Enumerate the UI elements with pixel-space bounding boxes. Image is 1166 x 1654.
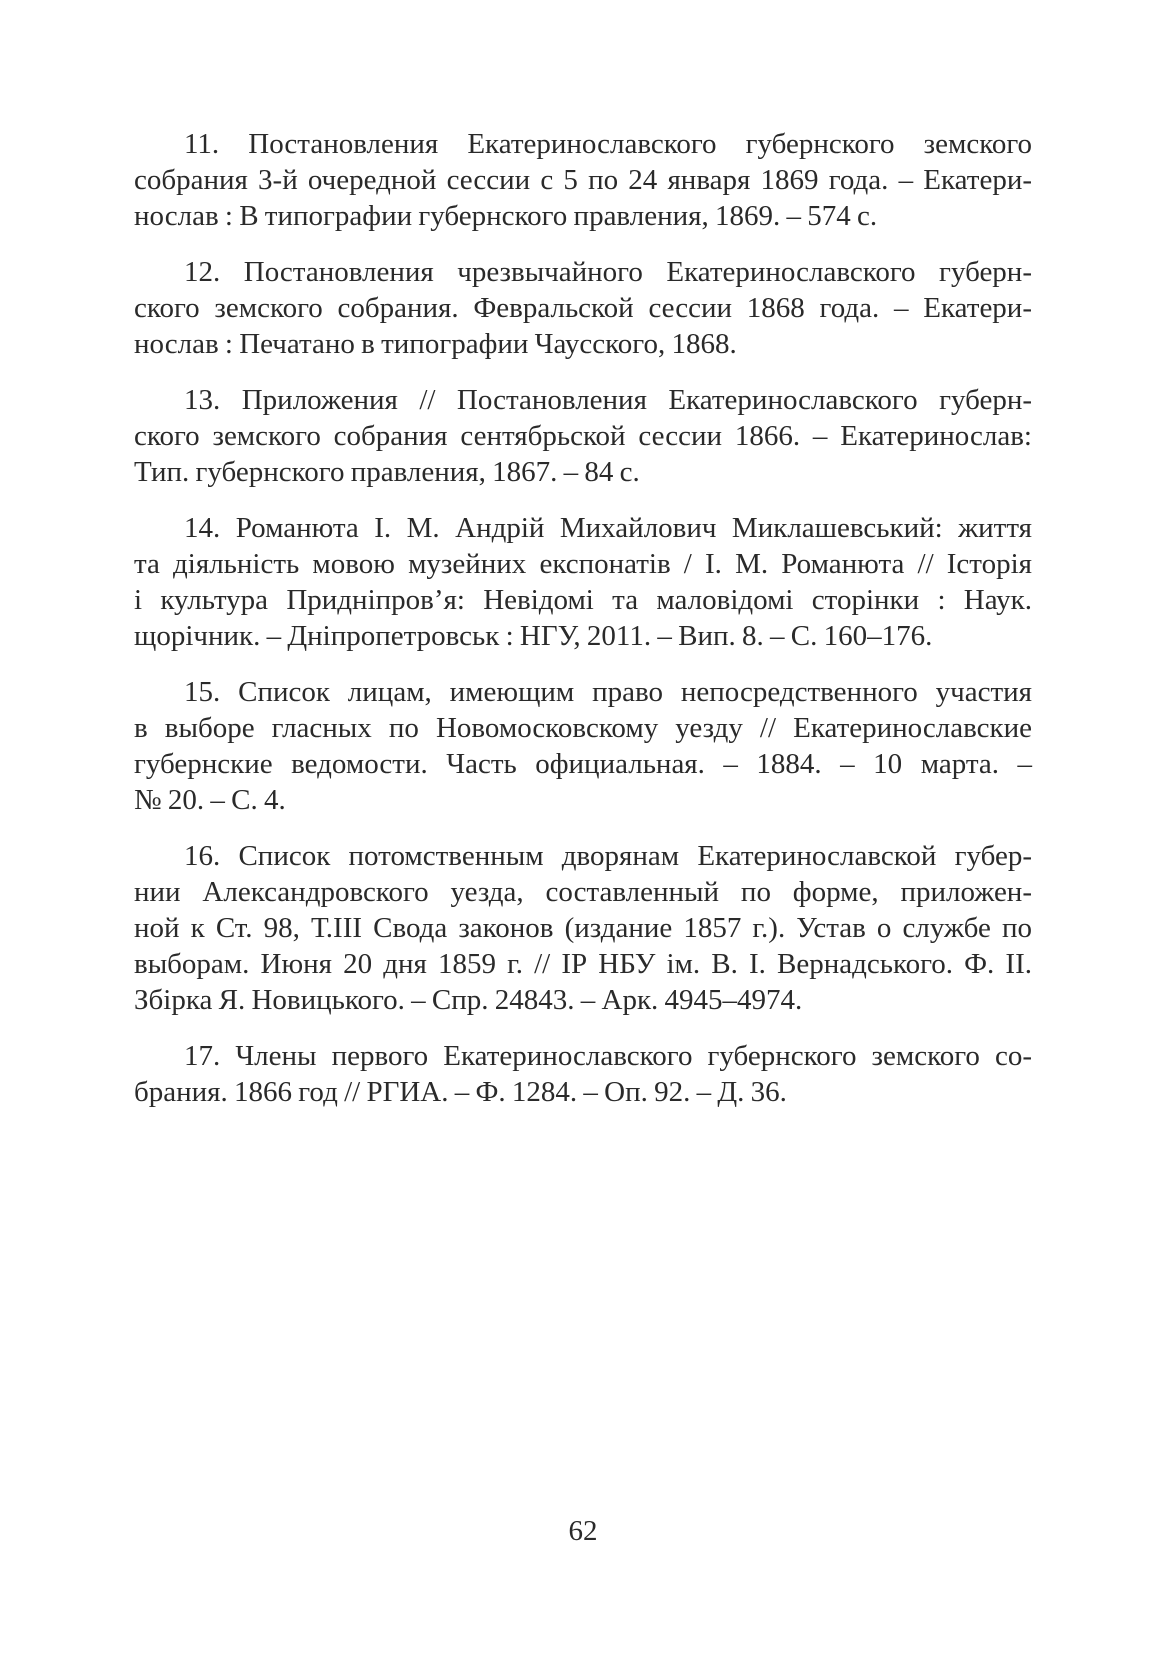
reference-line: губернские ведомости. Часть официальная. – 1884. – 10 марта. –: [134, 748, 1032, 780]
reference-line: ского земского собрания. Февральской сессии 1868 года. – Екатери-: [134, 292, 1032, 324]
reference-line: ной к Ст. 98, Т.III Свода законов (издание 1857 г.). Устав о службе по: [134, 912, 1032, 944]
reference-line: 11. Постановления Екатеринославского губернского земского: [184, 128, 1032, 160]
reference-line: і культура Придніпров’я: Невідомі та маловідомі сторінки : Наук.: [134, 584, 1032, 616]
reference-line: нослав : Печатано в типографии Чаусского, 1868.: [134, 328, 737, 360]
reference-line: выборам. Июня 20 дня 1859 г. // ІР НБУ ім. В. І. Вернадського. Ф. ІІ.: [134, 948, 1032, 980]
reference-entry-16: [134, 838, 1032, 1018]
reference-line: 15. Список лицам, имеющим право непосредственного участия: [184, 676, 1032, 708]
reference-entry-14: [134, 510, 1032, 654]
reference-line: 16. Список потомственным дворянам Екатеринославской губер-: [184, 840, 1032, 872]
reference-line: щорічник. – Дніпропетровськ : НГУ, 2011. – Вип. 8. – С. 160–176.: [134, 620, 933, 652]
reference-line: Тип. губернского правления, 1867. – 84 с.: [134, 456, 640, 488]
reference-entry-15: [134, 674, 1032, 818]
reference-line: брания. 1866 год // РГИА. – Ф. 1284. – Оп. 92. – Д. 36.: [134, 1076, 787, 1108]
reference-line: № 20. – С. 4.: [134, 784, 286, 816]
reference-line: Збірка Я. Новицького. – Спр. 24843. – Арк. 4945–4974.: [134, 984, 803, 1016]
reference-line: та діяльність мовою музейних експонатів / І. М. Романюта // Історія: [134, 548, 1032, 580]
reference-entry-11: [134, 126, 1032, 234]
reference-line: ского земского собрания сентябрьской сессии 1866. – Екатеринослав:: [134, 420, 1032, 452]
reference-line: в выборе гласных по Новомосковскому уезду // Екатеринославские: [134, 712, 1032, 744]
reference-line: 14. Романюта І. М. Андрій Михайлович Миклашевський: життя: [184, 512, 1032, 544]
reference-entry-13: [134, 382, 1032, 490]
reference-entry-17: [134, 1038, 1032, 1110]
reference-line: 17. Члены первого Екатеринославского губернского земского со-: [184, 1040, 1032, 1072]
reference-line: нии Александровского уезда, составленный по форме, приложен-: [134, 876, 1032, 908]
reference-line: нослав : В типографии губернского правления, 1869. – 574 с.: [134, 200, 878, 232]
reference-line: 12. Постановления чрезвычайного Екатеринославского губерн-: [184, 256, 1032, 288]
page-number: 62: [568, 1515, 598, 1547]
reference-entry-12: [134, 254, 1032, 362]
reference-line: 13. Приложения // Постановления Екатеринославского губерн-: [184, 384, 1032, 416]
reference-line: собрания 3-й очередной сессии с 5 по 24 января 1869 года. – Екатери-: [134, 164, 1032, 196]
reference-list: [134, 126, 1032, 1130]
